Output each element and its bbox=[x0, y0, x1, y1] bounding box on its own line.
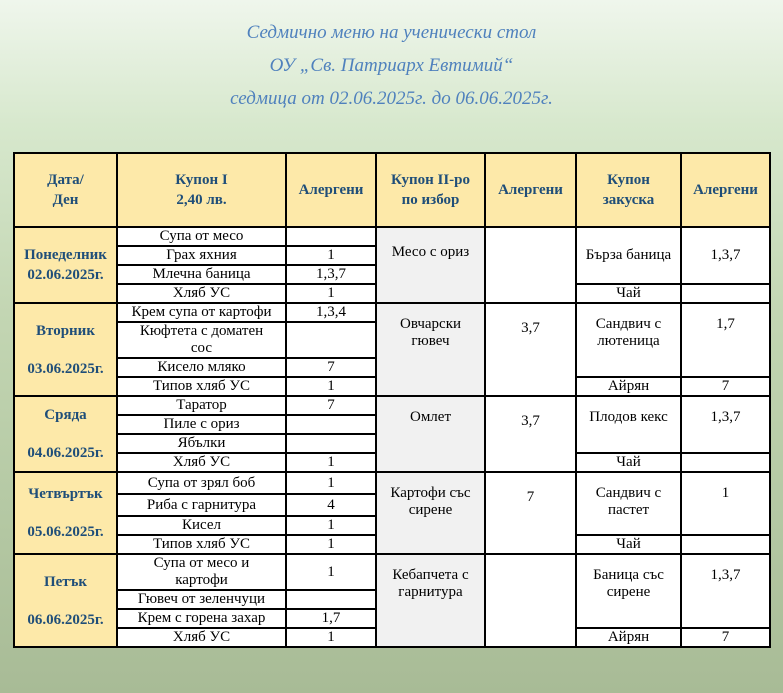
coupon1-allergens: 1 bbox=[286, 516, 376, 535]
snack-dish: Плодов кекс bbox=[576, 396, 681, 453]
coupon1-allergens: 4 bbox=[286, 494, 376, 516]
coupon1-allergens: 1 bbox=[286, 554, 376, 590]
coupon1-allergens: 1,3,7 bbox=[286, 265, 376, 284]
coupon1-dish: Хляб УС bbox=[117, 284, 286, 303]
coupon1-dish: Млечна баница bbox=[117, 265, 286, 284]
coupon2-dish: Кебапчета с гарнитура bbox=[376, 554, 485, 647]
day-date: 02.06.2025г. bbox=[27, 267, 104, 283]
day-cell bbox=[14, 472, 117, 554]
day-name: Четвъртък bbox=[28, 486, 103, 502]
coupon1-allergens: 7 bbox=[286, 396, 376, 415]
snack-drink: Чай bbox=[576, 535, 681, 554]
day-cell bbox=[14, 303, 117, 396]
title-line-1: Седмично меню на ученически стол bbox=[246, 22, 537, 43]
coupon1-dish: Риба с гарнитура bbox=[117, 494, 286, 516]
snack-drink: Чай bbox=[576, 453, 681, 472]
col-header-coupon1: Купон I 2,40 лв. bbox=[117, 153, 286, 227]
col-header-coupon2: Купон II-ро по избор bbox=[376, 153, 485, 227]
coupon1-allergens: 1 bbox=[286, 628, 376, 647]
coupon1-allergens: 1 bbox=[286, 472, 376, 494]
coupon1-dish: Типов хляб УС bbox=[117, 377, 286, 396]
col-header-snack: Купон закуска bbox=[576, 153, 681, 227]
coupon1-dish: Хляб УС bbox=[117, 453, 286, 472]
coupon1-allergens bbox=[286, 415, 376, 434]
coupon1-allergens: 1,7 bbox=[286, 609, 376, 628]
table-row bbox=[14, 472, 770, 494]
col-header-allergens1: Алергени bbox=[286, 153, 376, 227]
coupon1-allergens: 1 bbox=[286, 535, 376, 554]
menu-body bbox=[14, 227, 770, 647]
day-name: Понеделник bbox=[24, 247, 107, 263]
title-line-3: седмица от 02.06.2025г. до 06.06.2025г. bbox=[230, 88, 553, 109]
snack-drink-allergens bbox=[681, 284, 770, 303]
day-cell bbox=[14, 227, 117, 303]
title-line-2: ОУ „Св. Патриарх Евтимий“ bbox=[269, 55, 514, 76]
coupon2-allergens: 3,7 bbox=[485, 303, 576, 396]
coupon1-allergens: 1,3,4 bbox=[286, 303, 376, 322]
day-name: Сряда bbox=[44, 407, 87, 423]
snack-drink-allergens: 7 bbox=[681, 377, 770, 396]
col-header-date: Дата/ Ден bbox=[14, 153, 117, 227]
day-date: 05.06.2025г. bbox=[27, 524, 104, 540]
day-date: 03.06.2025г. bbox=[27, 360, 104, 377]
col-header-allergens3: Алергени bbox=[681, 153, 770, 227]
table-row bbox=[14, 303, 770, 322]
snack-allergens: 1,7 bbox=[681, 303, 770, 377]
snack-dish: Бърза баница bbox=[576, 227, 681, 284]
table-row bbox=[14, 227, 770, 246]
coupon1-allergens: 1 bbox=[286, 377, 376, 396]
snack-drink-allergens bbox=[681, 453, 770, 472]
day-name: Петък bbox=[43, 573, 88, 590]
page-header bbox=[0, 16, 783, 115]
day-cell bbox=[14, 396, 117, 472]
coupon1-dish: Хляб УС bbox=[117, 628, 286, 647]
snack-dish: Сандвич с пастет bbox=[576, 472, 681, 535]
snack-dish: Сандвич с лютеница bbox=[576, 303, 681, 377]
coupon1-dish: Типов хляб УС bbox=[117, 535, 286, 554]
coupon1-allergens bbox=[286, 322, 376, 358]
day-name: Вторник bbox=[36, 322, 95, 339]
coupon1-allergens: 1 bbox=[286, 453, 376, 472]
coupon1-dish: Пиле с ориз bbox=[117, 415, 286, 434]
coupon2-dish: Овчарски гювеч bbox=[376, 303, 485, 396]
coupon2-dish: Месо с ориз bbox=[376, 227, 485, 303]
day-date: 06.06.2025г. bbox=[27, 611, 104, 628]
coupon1-dish: Таратор bbox=[117, 396, 286, 415]
coupon2-allergens: 3,7 bbox=[485, 396, 576, 472]
snack-drink: Айрян bbox=[576, 377, 681, 396]
snack-drink: Чай bbox=[576, 284, 681, 303]
coupon1-dish: Кисел bbox=[117, 516, 286, 535]
day-cell bbox=[14, 554, 117, 647]
snack-allergens: 1,3,7 bbox=[681, 554, 770, 628]
header-row bbox=[14, 153, 770, 227]
coupon1-allergens bbox=[286, 434, 376, 453]
snack-allergens: 1,3,7 bbox=[681, 227, 770, 284]
coupon1-dish: Супа от месо и картофи bbox=[117, 554, 286, 590]
coupon1-allergens: 7 bbox=[286, 358, 376, 377]
coupon1-allergens: 1 bbox=[286, 246, 376, 265]
snack-drink: Айрян bbox=[576, 628, 681, 647]
snack-allergens: 1 bbox=[681, 472, 770, 535]
snack-drink-allergens: 7 bbox=[681, 628, 770, 647]
coupon1-dish: Супа от месо bbox=[117, 227, 286, 246]
coupon2-allergens bbox=[485, 554, 576, 647]
coupon1-dish: Грах яхния bbox=[117, 246, 286, 265]
snack-dish: Баница със сирене bbox=[576, 554, 681, 628]
menu-table bbox=[13, 152, 771, 648]
coupon1-allergens: 1 bbox=[286, 284, 376, 303]
col-header-allergens2: Алергени bbox=[485, 153, 576, 227]
coupon2-dish: Омлет bbox=[376, 396, 485, 472]
coupon1-allergens bbox=[286, 227, 376, 246]
coupon1-dish: Кисело мляко bbox=[117, 358, 286, 377]
coupon1-allergens bbox=[286, 590, 376, 609]
snack-allergens: 1,3,7 bbox=[681, 396, 770, 453]
coupon1-dish: Ябълки bbox=[117, 434, 286, 453]
snack-drink-allergens bbox=[681, 535, 770, 554]
coupon1-dish: Супа от зрял боб bbox=[117, 472, 286, 494]
coupon1-dish: Крем с горена захар bbox=[117, 609, 286, 628]
table-row bbox=[14, 554, 770, 590]
table-row bbox=[14, 396, 770, 415]
coupon1-dish: Кюфтета с доматен сос bbox=[117, 322, 286, 358]
day-date: 04.06.2025г. bbox=[27, 445, 104, 461]
coupon2-allergens bbox=[485, 227, 576, 303]
coupon2-dish: Картофи със сирене bbox=[376, 472, 485, 554]
coupon1-dish: Крем супа от картофи bbox=[117, 303, 286, 322]
coupon2-allergens: 7 bbox=[485, 472, 576, 554]
coupon1-dish: Гювеч от зеленчуци bbox=[117, 590, 286, 609]
